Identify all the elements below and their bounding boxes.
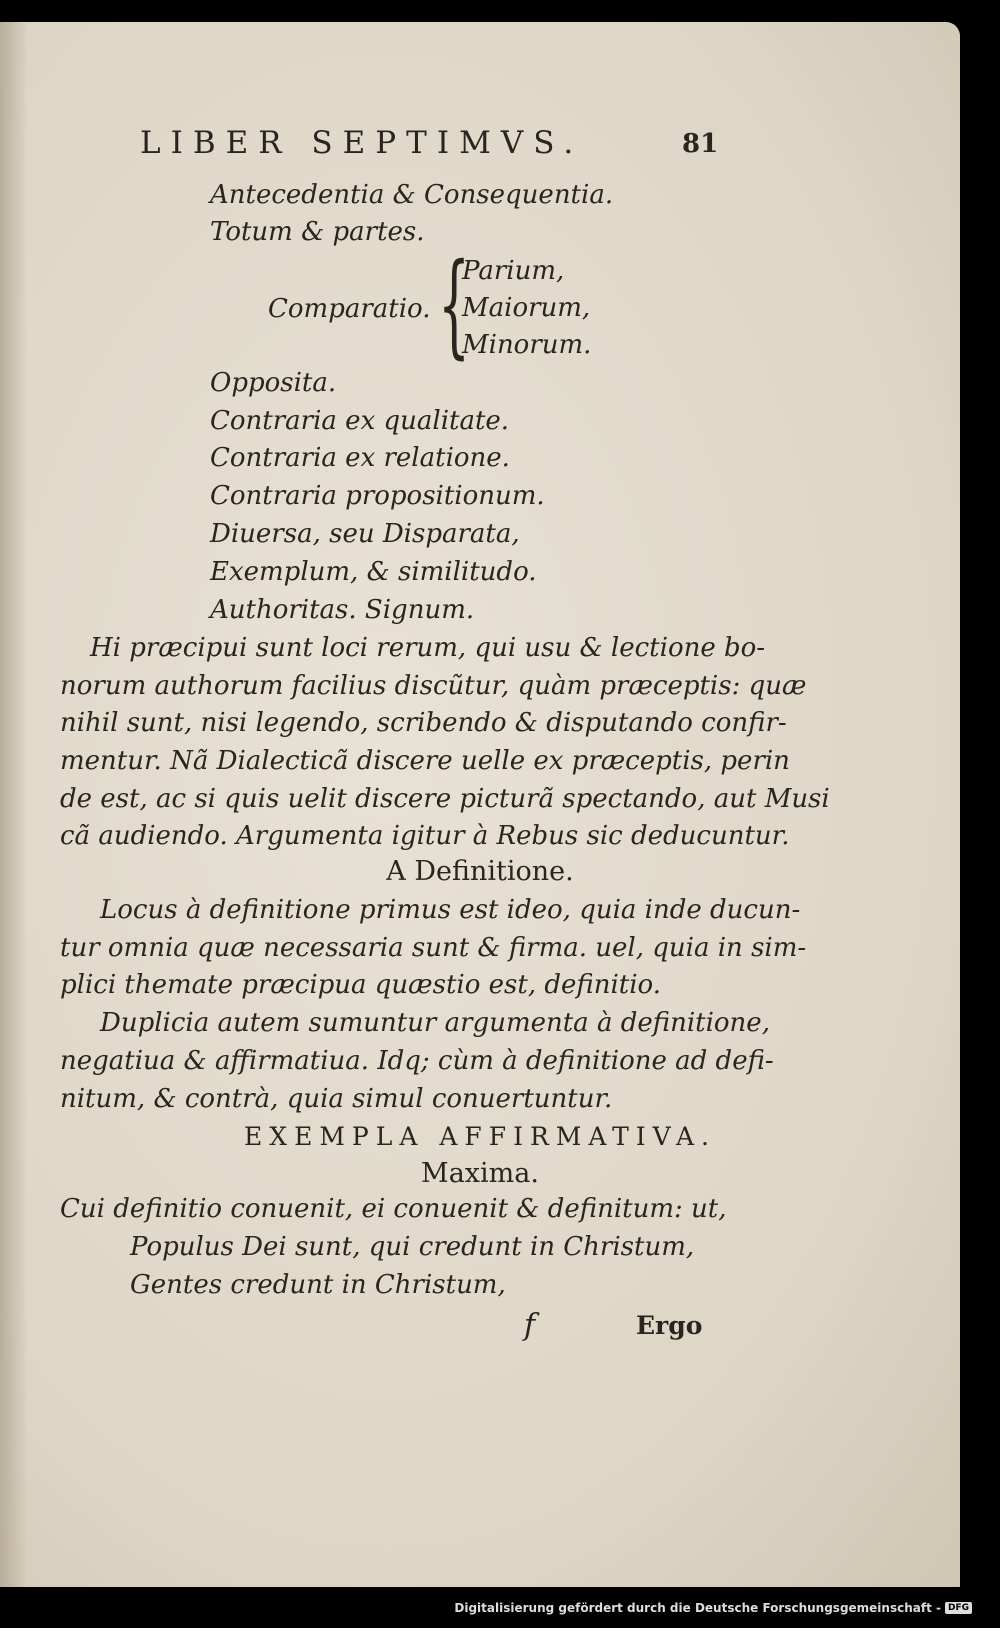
folio-number: 81 — [682, 129, 719, 159]
text-line: plici themate præcipua quæstio est, definitio. — [60, 970, 662, 1000]
footer-credit-bar — [0, 1587, 1000, 1628]
text-line: cã audiendo. Argumenta igitur à Rebus sic deducuntur. — [60, 821, 790, 851]
list-item: Exemplum, & similitudo. — [210, 557, 537, 587]
list-item: Diuersa, seu Disparata, — [210, 519, 520, 549]
list-item: Opposita. — [210, 368, 337, 398]
syllogism-line: Gentes credunt in Christum, — [130, 1270, 506, 1300]
comparatio-label: Comparatio. — [268, 294, 431, 324]
comparatio-item: Minorum. — [462, 330, 592, 360]
exempla-heading: EXEMPLA AFFIRMATIVA. — [244, 1122, 716, 1151]
text-line: tur omnia quæ necessaria sunt & firma. uel, quia in sim- — [60, 933, 807, 963]
brace-bracket: { — [438, 240, 471, 370]
text-line: Duplicia autem sumuntur argumenta à definitione, — [100, 1008, 770, 1038]
list-item: Contraria propositionum. — [210, 481, 545, 511]
comparatio-item: Parium, — [462, 256, 565, 286]
list-item: Totum & partes. — [210, 217, 425, 247]
footer-credit: Digitalisierung gefördert durch die Deutsche Forschungsgemeinschaft - — [454, 1600, 941, 1615]
syllogism-line: Populus Dei sunt, qui credunt in Christum, — [130, 1232, 695, 1262]
list-item: Contraria ex qualitate. — [210, 406, 510, 436]
text-line: negatiua & affirmatiua. Idq; cùm à definitione ad defi- — [60, 1046, 774, 1076]
text-line: nitum, & contrà, quia simul conuertuntur. — [60, 1084, 613, 1114]
maxima-line: Cui definitio conuenit, ei conuenit & definitum: ut, — [60, 1194, 727, 1224]
catchword: Ergo — [636, 1311, 703, 1340]
text-line: Locus à definitione primus est ideo, quia inde ducun- — [100, 895, 801, 925]
list-item: Authoritas. Signum. — [210, 595, 475, 625]
signature-mark: f — [524, 1308, 536, 1343]
comparatio-item: Maiorum, — [462, 293, 591, 323]
running-head: LIBER SEPTIMVS. — [140, 125, 584, 161]
dfg-logo-icon: DFG — [945, 1602, 972, 1614]
text-line: mentur. Nã Dialecticã discere uelle ex præceptis, perin — [60, 746, 790, 776]
text-line: nihil sunt, nisi legendo, scribendo & disputando confir- — [60, 708, 787, 738]
text-line: Hi præcipui sunt loci rerum, qui usu & lectione bo- — [90, 633, 766, 663]
text-line: norum authorum facilius discũtur, quàm præceptis: quæ — [60, 671, 807, 701]
section-heading: A Definitione. — [386, 856, 574, 887]
list-item: Contraria ex relatione. — [210, 443, 510, 473]
text-line: de est, ac si quis uelit discere picturã spectando, aut Musi — [60, 784, 830, 814]
list-item: Antecedentia & Consequentia. — [210, 180, 614, 210]
page-gutter-shadow — [0, 22, 28, 1587]
maxima-heading: Maxima. — [421, 1158, 539, 1189]
book-page — [0, 22, 960, 1587]
